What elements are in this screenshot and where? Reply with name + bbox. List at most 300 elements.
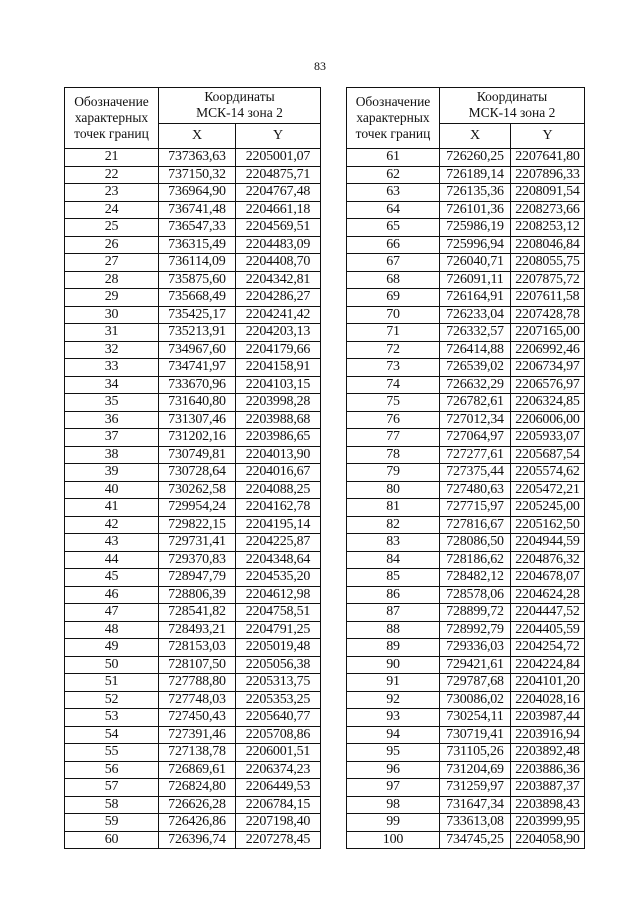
- table-row: [65, 236, 321, 254]
- table-row: [347, 656, 585, 674]
- x-coordinate-cell: 726632,29: [440, 376, 511, 394]
- point-number-cell: 97: [347, 779, 440, 797]
- table-row: [347, 726, 585, 744]
- x-coordinate-cell: 727715,97: [440, 499, 511, 517]
- x-coordinate-cell: 728153,03: [159, 639, 236, 657]
- table-row: [65, 709, 321, 727]
- x-coordinate-cell: 726091,11: [440, 271, 511, 289]
- point-number-cell: 81: [347, 499, 440, 517]
- y-coordinate-cell: 2204013,90: [236, 446, 321, 464]
- y-coordinate-cell: 2204162,78: [236, 499, 321, 517]
- point-number-cell: 35: [65, 394, 159, 412]
- x-coordinate-cell: 736964,90: [159, 184, 236, 202]
- x-coordinate-cell: 731204,69: [440, 761, 511, 779]
- x-coordinate-cell: 731202,16: [159, 429, 236, 447]
- x-coordinate-cell: 729421,61: [440, 656, 511, 674]
- y-coordinate-cell: 2204767,48: [236, 184, 321, 202]
- point-number-cell: 64: [347, 201, 440, 219]
- table-row: [347, 289, 585, 307]
- point-number-cell: 90: [347, 656, 440, 674]
- x-coordinate-cell: 730749,81: [159, 446, 236, 464]
- table-row: [347, 744, 585, 762]
- coordinates-header-line: Координаты: [204, 89, 275, 105]
- x-coordinate-cell: 735668,49: [159, 289, 236, 307]
- table-row: [65, 639, 321, 657]
- table-row: [347, 604, 585, 622]
- table-row: [65, 586, 321, 604]
- table-row: [347, 184, 585, 202]
- x-coordinate-cell: 729822,15: [159, 516, 236, 534]
- point-number-cell: 46: [65, 586, 159, 604]
- x-coordinate-cell: 727012,34: [440, 411, 511, 429]
- table-row: [65, 324, 321, 342]
- table-row: [347, 691, 585, 709]
- x-coordinate-cell: 733613,08: [440, 814, 511, 832]
- x-coordinate-cell: 735425,17: [159, 306, 236, 324]
- y-coordinate-cell: 2204483,09: [236, 236, 321, 254]
- table-row: [65, 271, 321, 289]
- point-number-cell: 60: [65, 831, 159, 849]
- table-row: [65, 254, 321, 272]
- y-coordinate-cell: 2204875,71: [236, 166, 321, 184]
- x-coordinate-cell: 731647,34: [440, 796, 511, 814]
- table-row: [347, 394, 585, 412]
- designation-header-line: Обозначение: [74, 94, 149, 109]
- point-number-cell: 59: [65, 814, 159, 832]
- y-column-header: Y: [511, 123, 585, 148]
- page-number: 83: [314, 59, 326, 73]
- y-coordinate-cell: 2207428,78: [511, 306, 585, 324]
- y-coordinate-cell: 2205472,21: [511, 481, 585, 499]
- y-coordinate-cell: 2204286,27: [236, 289, 321, 307]
- x-coordinate-cell: 726869,61: [159, 761, 236, 779]
- point-number-cell: 29: [65, 289, 159, 307]
- table-row: [347, 674, 585, 692]
- designation-header-line: точек границ: [355, 126, 431, 141]
- point-number-cell: 42: [65, 516, 159, 534]
- x-coordinate-cell: 730086,02: [440, 691, 511, 709]
- x-coordinate-cell: 727375,44: [440, 464, 511, 482]
- x-coordinate-cell: 727277,61: [440, 446, 511, 464]
- table-row: [347, 429, 585, 447]
- point-number-cell: 82: [347, 516, 440, 534]
- point-number-cell: 38: [65, 446, 159, 464]
- x-coordinate-cell: 737150,32: [159, 166, 236, 184]
- table-row: [347, 621, 585, 639]
- table-row: [347, 446, 585, 464]
- y-coordinate-cell: 2204612,98: [236, 586, 321, 604]
- point-number-cell: 68: [347, 271, 440, 289]
- table-row: [65, 446, 321, 464]
- y-coordinate-cell: 2204678,07: [511, 569, 585, 587]
- y-coordinate-cell: 2207896,33: [511, 166, 585, 184]
- designation-header-line: точек границ: [74, 126, 149, 141]
- y-column-header: Y: [236, 123, 321, 148]
- y-coordinate-cell: 2208046,84: [511, 236, 585, 254]
- y-coordinate-cell: 2203916,94: [511, 726, 585, 744]
- y-coordinate-cell: 2203892,48: [511, 744, 585, 762]
- y-coordinate-cell: 2203987,44: [511, 709, 585, 727]
- point-number-cell: 58: [65, 796, 159, 814]
- designation-header-line: характерных: [74, 110, 149, 125]
- table-row: [65, 604, 321, 622]
- x-coordinate-cell: 736741,48: [159, 201, 236, 219]
- y-coordinate-cell: 2204447,52: [511, 604, 585, 622]
- table-row: [347, 219, 585, 237]
- x-coordinate-cell: 729787,68: [440, 674, 511, 692]
- coordinates-table-right: [346, 87, 585, 849]
- table-row: [65, 429, 321, 447]
- table-row: [65, 674, 321, 692]
- table-row: [65, 761, 321, 779]
- x-coordinate-cell: 727788,80: [159, 674, 236, 692]
- point-number-cell: 49: [65, 639, 159, 657]
- y-coordinate-cell: 2206992,46: [511, 341, 585, 359]
- point-number-cell: 55: [65, 744, 159, 762]
- y-coordinate-cell: 2206006,00: [511, 411, 585, 429]
- point-number-cell: 24: [65, 201, 159, 219]
- table-row: [347, 306, 585, 324]
- table-body: [65, 149, 321, 849]
- x-coordinate-cell: 729336,03: [440, 639, 511, 657]
- table-row: [347, 464, 585, 482]
- x-coordinate-cell: 731259,97: [440, 779, 511, 797]
- y-coordinate-cell: 2207611,58: [511, 289, 585, 307]
- x-coordinate-cell: 727064,97: [440, 429, 511, 447]
- x-coordinate-cell: 735213,91: [159, 324, 236, 342]
- point-number-cell: 75: [347, 394, 440, 412]
- y-coordinate-cell: 2206324,85: [511, 394, 585, 412]
- point-number-cell: 83: [347, 534, 440, 552]
- point-number-cell: 100: [347, 831, 440, 849]
- table-row: [347, 639, 585, 657]
- x-coordinate-cell: 727391,46: [159, 726, 236, 744]
- point-number-cell: 80: [347, 481, 440, 499]
- y-coordinate-cell: 2204158,91: [236, 359, 321, 377]
- point-number-cell: 23: [65, 184, 159, 202]
- x-coordinate-cell: 729731,41: [159, 534, 236, 552]
- table-row: [347, 551, 585, 569]
- x-coordinate-cell: 730254,11: [440, 709, 511, 727]
- table-row: [65, 551, 321, 569]
- x-coordinate-cell: 729370,83: [159, 551, 236, 569]
- point-number-cell: 34: [65, 376, 159, 394]
- point-number-cell: 61: [347, 149, 440, 167]
- table-row: [347, 814, 585, 832]
- y-coordinate-cell: 2204569,51: [236, 219, 321, 237]
- point-number-cell: 98: [347, 796, 440, 814]
- point-number-cell: 76: [347, 411, 440, 429]
- table-row: [65, 306, 321, 324]
- y-coordinate-cell: 2205056,38: [236, 656, 321, 674]
- y-coordinate-cell: 2205640,77: [236, 709, 321, 727]
- point-number-cell: 87: [347, 604, 440, 622]
- y-coordinate-cell: 2205313,75: [236, 674, 321, 692]
- x-coordinate-cell: 726332,57: [440, 324, 511, 342]
- table-row: [65, 394, 321, 412]
- y-coordinate-cell: 2203886,36: [511, 761, 585, 779]
- point-number-cell: 45: [65, 569, 159, 587]
- table-row: [347, 499, 585, 517]
- x-coordinate-cell: 726101,36: [440, 201, 511, 219]
- y-coordinate-cell: 2204241,42: [236, 306, 321, 324]
- point-number-cell: 25: [65, 219, 159, 237]
- coordinates-header: [159, 88, 321, 124]
- y-coordinate-cell: 2204254,72: [511, 639, 585, 657]
- x-coordinate-cell: 730719,41: [440, 726, 511, 744]
- point-number-cell: 74: [347, 376, 440, 394]
- y-coordinate-cell: 2205353,25: [236, 691, 321, 709]
- point-number-cell: 66: [347, 236, 440, 254]
- table-row: [65, 779, 321, 797]
- point-number-cell: 32: [65, 341, 159, 359]
- x-coordinate-cell: 734967,60: [159, 341, 236, 359]
- y-coordinate-cell: 2204088,25: [236, 481, 321, 499]
- y-coordinate-cell: 2203998,28: [236, 394, 321, 412]
- table-row: [65, 201, 321, 219]
- y-coordinate-cell: 2207198,40: [236, 814, 321, 832]
- x-coordinate-cell: 734745,25: [440, 831, 511, 849]
- y-coordinate-cell: 2204195,14: [236, 516, 321, 534]
- table-row: [65, 376, 321, 394]
- x-coordinate-cell: 726824,80: [159, 779, 236, 797]
- table-row: [65, 691, 321, 709]
- table-row: [347, 761, 585, 779]
- table-row: [65, 516, 321, 534]
- table-row: [347, 149, 585, 167]
- y-coordinate-cell: 2204876,32: [511, 551, 585, 569]
- point-number-cell: 26: [65, 236, 159, 254]
- point-number-cell: 22: [65, 166, 159, 184]
- table-row: [347, 586, 585, 604]
- point-number-cell: 85: [347, 569, 440, 587]
- y-coordinate-cell: 2207641,80: [511, 149, 585, 167]
- table-row: [347, 481, 585, 499]
- table-row: [65, 219, 321, 237]
- y-coordinate-cell: 2206449,53: [236, 779, 321, 797]
- point-number-cell: 50: [65, 656, 159, 674]
- x-column-header: X: [440, 123, 511, 148]
- y-coordinate-cell: 2204058,90: [511, 831, 585, 849]
- table-row: [65, 569, 321, 587]
- point-number-cell: 72: [347, 341, 440, 359]
- table-row: [65, 464, 321, 482]
- point-number-cell: 92: [347, 691, 440, 709]
- x-coordinate-cell: 726426,86: [159, 814, 236, 832]
- table-row: [347, 534, 585, 552]
- y-coordinate-cell: 2206576,97: [511, 376, 585, 394]
- point-number-cell: 48: [65, 621, 159, 639]
- table-row: [65, 744, 321, 762]
- y-coordinate-cell: 2204348,64: [236, 551, 321, 569]
- y-coordinate-cell: 2203988,68: [236, 411, 321, 429]
- point-number-cell: 47: [65, 604, 159, 622]
- table-row: [347, 324, 585, 342]
- table-row: [65, 726, 321, 744]
- coordinates-header-line: МСК-14 зона 2: [468, 105, 556, 121]
- point-number-cell: 37: [65, 429, 159, 447]
- table-row: [65, 481, 321, 499]
- y-coordinate-cell: 2205245,00: [511, 499, 585, 517]
- designation-header: [347, 88, 440, 149]
- y-coordinate-cell: 2205162,50: [511, 516, 585, 534]
- x-coordinate-cell: 733670,96: [159, 376, 236, 394]
- table-row: [65, 814, 321, 832]
- designation-header-line: характерных: [356, 110, 430, 125]
- table-row: [65, 184, 321, 202]
- table-row: [347, 831, 585, 849]
- y-coordinate-cell: 2204016,67: [236, 464, 321, 482]
- x-coordinate-cell: 727138,78: [159, 744, 236, 762]
- y-coordinate-cell: 2207165,00: [511, 324, 585, 342]
- y-coordinate-cell: 2204225,87: [236, 534, 321, 552]
- table-body: [347, 149, 585, 849]
- x-coordinate-cell: 726189,14: [440, 166, 511, 184]
- coordinates-header-line: МСК-14 зона 2: [196, 105, 283, 121]
- table-row: [347, 271, 585, 289]
- point-number-cell: 31: [65, 324, 159, 342]
- point-number-cell: 44: [65, 551, 159, 569]
- x-coordinate-cell: 728899,72: [440, 604, 511, 622]
- y-coordinate-cell: 2204405,59: [511, 621, 585, 639]
- point-number-cell: 71: [347, 324, 440, 342]
- table-row: [347, 796, 585, 814]
- x-coordinate-cell: 727748,03: [159, 691, 236, 709]
- point-number-cell: 28: [65, 271, 159, 289]
- x-coordinate-cell: 731640,80: [159, 394, 236, 412]
- point-number-cell: 79: [347, 464, 440, 482]
- x-coordinate-cell: 727480,63: [440, 481, 511, 499]
- x-coordinate-cell: 726414,88: [440, 341, 511, 359]
- table-row: [65, 149, 321, 167]
- y-coordinate-cell: 2205708,86: [236, 726, 321, 744]
- y-coordinate-cell: 2204791,25: [236, 621, 321, 639]
- x-coordinate-cell: 725996,94: [440, 236, 511, 254]
- coordinates-table-left: [64, 87, 321, 849]
- x-coordinate-cell: 726040,71: [440, 254, 511, 272]
- table-row: [65, 359, 321, 377]
- point-number-cell: 39: [65, 464, 159, 482]
- table-row: [65, 534, 321, 552]
- y-coordinate-cell: 2204103,15: [236, 376, 321, 394]
- y-coordinate-cell: 2206734,97: [511, 359, 585, 377]
- point-number-cell: 86: [347, 586, 440, 604]
- x-coordinate-cell: 728578,06: [440, 586, 511, 604]
- y-coordinate-cell: 2204179,66: [236, 341, 321, 359]
- table-row: [347, 569, 585, 587]
- point-number-cell: 89: [347, 639, 440, 657]
- x-coordinate-cell: 736547,33: [159, 219, 236, 237]
- x-coordinate-cell: 728493,21: [159, 621, 236, 639]
- x-coordinate-cell: 726539,02: [440, 359, 511, 377]
- x-coordinate-cell: 726626,28: [159, 796, 236, 814]
- table-row: [65, 289, 321, 307]
- point-number-cell: 33: [65, 359, 159, 377]
- point-number-cell: 30: [65, 306, 159, 324]
- x-coordinate-cell: 728186,62: [440, 551, 511, 569]
- coordinates-header-line: Координаты: [476, 89, 548, 105]
- point-number-cell: 53: [65, 709, 159, 727]
- table-row: [65, 656, 321, 674]
- y-coordinate-cell: 2207875,72: [511, 271, 585, 289]
- x-coordinate-cell: 736315,49: [159, 236, 236, 254]
- y-coordinate-cell: 2208253,12: [511, 219, 585, 237]
- table-row: [65, 621, 321, 639]
- point-number-cell: 94: [347, 726, 440, 744]
- x-coordinate-cell: 731307,46: [159, 411, 236, 429]
- x-coordinate-cell: 734741,97: [159, 359, 236, 377]
- x-coordinate-cell: 737363,63: [159, 149, 236, 167]
- table-row: [347, 166, 585, 184]
- designation-header-line: Обозначение: [355, 94, 431, 109]
- y-coordinate-cell: 2204535,20: [236, 569, 321, 587]
- x-coordinate-cell: 731105,26: [440, 744, 511, 762]
- y-coordinate-cell: 2205019,48: [236, 639, 321, 657]
- designation-header: [65, 88, 159, 149]
- point-number-cell: 69: [347, 289, 440, 307]
- point-number-cell: 84: [347, 551, 440, 569]
- x-coordinate-cell: 726135,36: [440, 184, 511, 202]
- point-number-cell: 57: [65, 779, 159, 797]
- y-coordinate-cell: 2208091,54: [511, 184, 585, 202]
- point-number-cell: 27: [65, 254, 159, 272]
- point-number-cell: 73: [347, 359, 440, 377]
- table-row: [65, 831, 321, 849]
- point-number-cell: 78: [347, 446, 440, 464]
- x-coordinate-cell: 726782,61: [440, 394, 511, 412]
- y-coordinate-cell: 2204624,28: [511, 586, 585, 604]
- y-coordinate-cell: 2206374,23: [236, 761, 321, 779]
- y-coordinate-cell: 2203887,37: [511, 779, 585, 797]
- table-row: [65, 341, 321, 359]
- x-coordinate-cell: 729954,24: [159, 499, 236, 517]
- x-coordinate-cell: 736114,09: [159, 254, 236, 272]
- table-row: [65, 411, 321, 429]
- y-coordinate-cell: 2204028,16: [511, 691, 585, 709]
- y-coordinate-cell: 2205574,62: [511, 464, 585, 482]
- x-column-header: X: [159, 123, 236, 148]
- point-number-cell: 56: [65, 761, 159, 779]
- x-coordinate-cell: 727450,43: [159, 709, 236, 727]
- x-coordinate-cell: 728107,50: [159, 656, 236, 674]
- point-number-cell: 52: [65, 691, 159, 709]
- point-number-cell: 54: [65, 726, 159, 744]
- table-row: [347, 201, 585, 219]
- x-coordinate-cell: 728992,79: [440, 621, 511, 639]
- point-number-cell: 88: [347, 621, 440, 639]
- x-coordinate-cell: 726164,91: [440, 289, 511, 307]
- point-number-cell: 43: [65, 534, 159, 552]
- table-row: [347, 516, 585, 534]
- table-row: [347, 709, 585, 727]
- point-number-cell: 63: [347, 184, 440, 202]
- y-coordinate-cell: 2205001,07: [236, 149, 321, 167]
- y-coordinate-cell: 2204224,84: [511, 656, 585, 674]
- table-row: [347, 341, 585, 359]
- y-coordinate-cell: 2203986,65: [236, 429, 321, 447]
- table-row: [65, 499, 321, 517]
- point-number-cell: 65: [347, 219, 440, 237]
- point-number-cell: 70: [347, 306, 440, 324]
- y-coordinate-cell: 2203999,95: [511, 814, 585, 832]
- table-row: [347, 236, 585, 254]
- table-row: [347, 254, 585, 272]
- point-number-cell: 99: [347, 814, 440, 832]
- y-coordinate-cell: 2204203,13: [236, 324, 321, 342]
- x-coordinate-cell: 725986,19: [440, 219, 511, 237]
- point-number-cell: 91: [347, 674, 440, 692]
- x-coordinate-cell: 730728,64: [159, 464, 236, 482]
